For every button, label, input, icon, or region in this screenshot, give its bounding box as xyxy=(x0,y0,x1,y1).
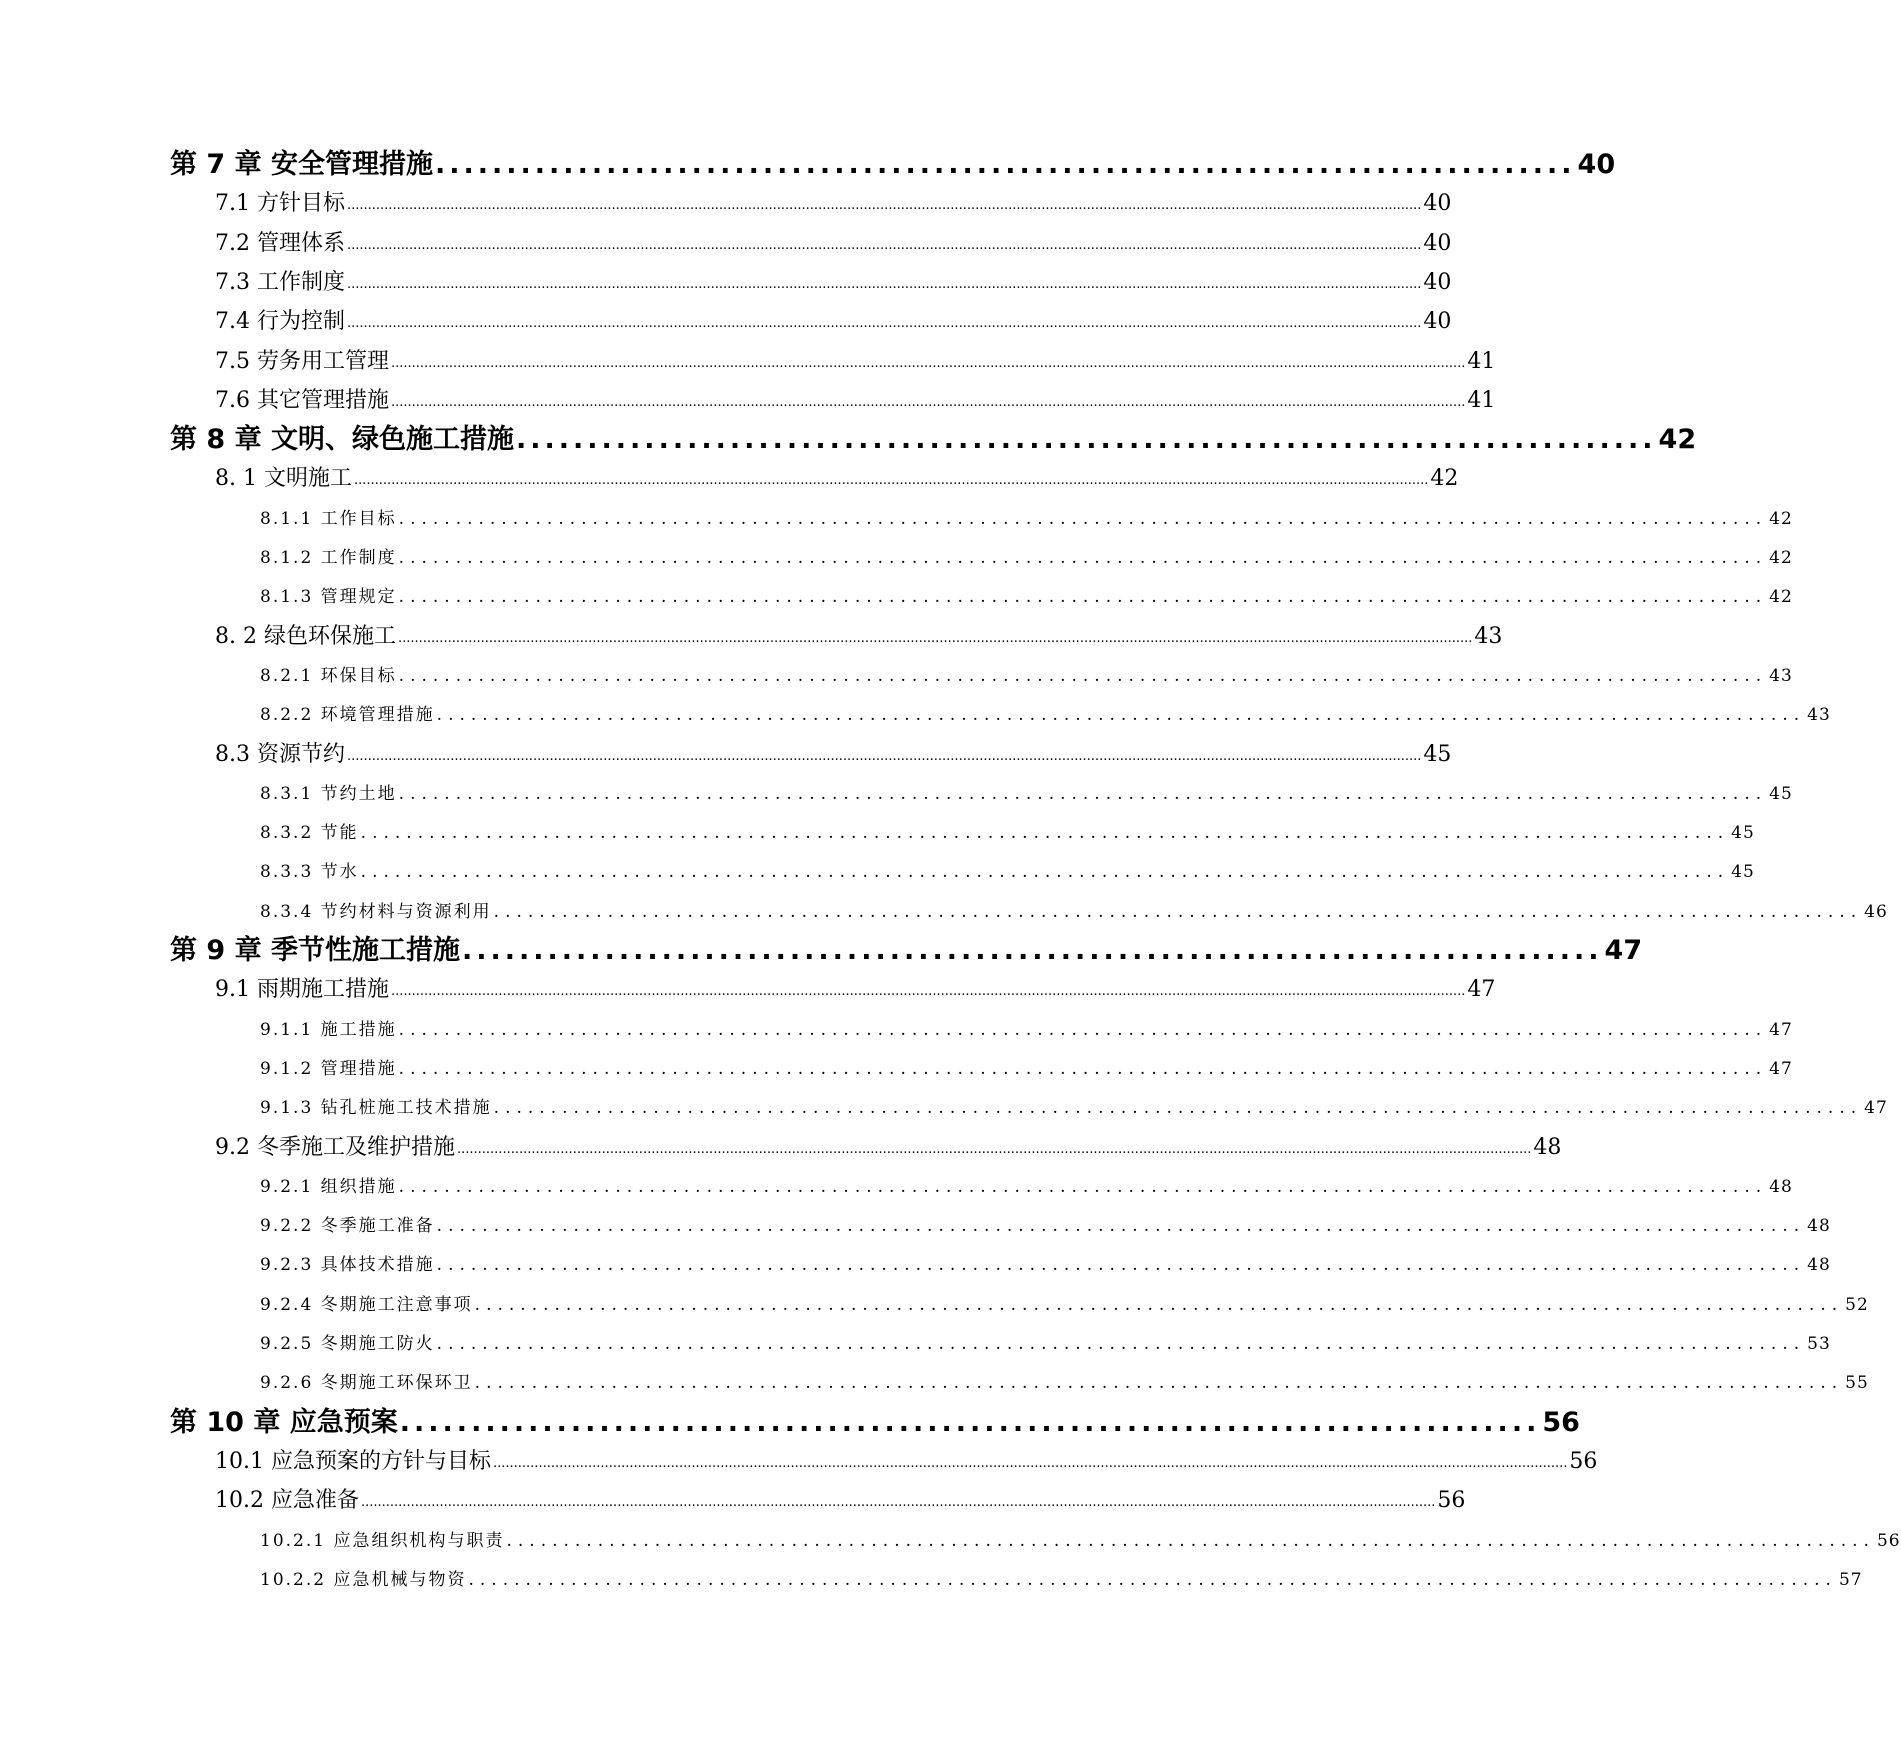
toc-dot-leader: .................................................................................................................................................................................................................................................................... xyxy=(397,630,1473,646)
toc-entry-title: 7.5 劳务用工管理 xyxy=(215,348,389,374)
toc-subsection-entry[interactable] xyxy=(260,1329,1831,1359)
toc-page-number: 42 xyxy=(1430,466,1459,492)
toc-page-number: 56 xyxy=(1542,1406,1580,1438)
toc-page-number: 45 xyxy=(1769,783,1793,804)
toc-dot-leader: ........................................................................................................................ xyxy=(398,1176,1768,1197)
toc-section-entry[interactable] xyxy=(215,973,1496,1007)
toc-page-number: 48 xyxy=(1769,1176,1793,1197)
toc-section-entry[interactable] xyxy=(215,462,1459,496)
toc-page-number: 45 xyxy=(1423,741,1452,767)
toc-dot-leader: .................................................................................................................................................................................................................................................................... xyxy=(346,316,1422,332)
toc-dot-leader: ........................................................................................................................ xyxy=(474,1294,1844,1315)
toc-page-number: 45 xyxy=(1731,823,1755,844)
toc-page-number: 47 xyxy=(1864,1098,1888,1119)
toc-dot-leader: ........................................................................................................................ xyxy=(360,823,1730,844)
toc-subsection-entry[interactable] xyxy=(260,1526,1901,1556)
toc-dot-leader: ................................................................................ xyxy=(462,935,1603,966)
toc-entry-title: 9.2.6 冬期施工环保环卫 xyxy=(260,1373,473,1394)
toc-entry-title: 8.1.2 工作制度 xyxy=(260,548,397,568)
toc-dot-leader: ........................................................................................................................ xyxy=(474,1373,1844,1394)
toc-page-number: 47 xyxy=(1467,977,1496,1003)
toc-page-number: 42 xyxy=(1769,508,1793,529)
toc-entry-title: 10.2 应急准备 xyxy=(215,1488,359,1514)
toc-dot-leader: .................................................................................................................................................................................................................................................................... xyxy=(346,237,1422,253)
toc-page-number: 43 xyxy=(1807,705,1831,726)
toc-section-entry[interactable] xyxy=(215,266,1452,300)
toc-subsection-entry[interactable] xyxy=(260,700,1831,730)
toc-entry-title: 10.2.2 应急机械与物资 xyxy=(260,1569,467,1590)
toc-chapter-entry[interactable] xyxy=(170,147,1616,183)
toc-dot-leader: .................................................................................................................................................................................................................................................................... xyxy=(390,394,1466,410)
toc-page-number: 56 xyxy=(1437,1488,1466,1514)
toc-page-number: 40 xyxy=(1423,309,1452,335)
toc-dot-leader: .................................................................................................................................................................................................................................................................... xyxy=(346,198,1422,214)
toc-entry-title: 7.1 方针目标 xyxy=(215,191,345,217)
toc-dot-leader: ........................................................................................................................ xyxy=(398,665,1768,686)
toc-dot-leader: ........................................................................................................................ xyxy=(398,587,1768,608)
toc-entry-title: 9.1.2 管理措施 xyxy=(260,1058,397,1079)
toc-dot-leader: .................................................................................................................................................................................................................................................................... xyxy=(390,355,1466,371)
toc-page-number: 47 xyxy=(1769,1058,1793,1079)
toc-page-number: 47 xyxy=(1604,935,1643,966)
toc-subsection-entry[interactable] xyxy=(260,897,1888,927)
toc-page-number: 55 xyxy=(1845,1373,1869,1394)
toc-entry-title: 9.2.4 冬期施工注意事项 xyxy=(260,1294,473,1315)
toc-section-entry[interactable] xyxy=(215,187,1452,221)
toc-page-number: 47 xyxy=(1769,1019,1793,1040)
toc-page-number: 42 xyxy=(1658,424,1697,456)
toc-subsection-entry[interactable] xyxy=(260,1368,1869,1398)
toc-page-number: 40 xyxy=(1423,269,1452,295)
toc-dot-leader: .................................................................................................................................................................................................................................................................... xyxy=(353,473,1429,489)
toc-dot-leader: ................................................................................ xyxy=(516,424,1657,456)
toc-entry-title: 9.2 冬季施工及维护措施 xyxy=(215,1134,455,1160)
toc-page-number: 56 xyxy=(1569,1448,1598,1474)
toc-chapter-entry[interactable] xyxy=(170,933,1643,969)
toc-entry-title: 8.3.1 节约土地 xyxy=(260,783,397,804)
toc-subsection-entry[interactable] xyxy=(260,1211,1831,1241)
toc-entry-title: 第 7 章 安全管理措施 xyxy=(170,149,433,180)
toc-section-entry[interactable] xyxy=(215,1484,1466,1518)
toc-entry-title: 8. 2 绿色环保施工 xyxy=(215,623,396,649)
toc-page-number: 48 xyxy=(1533,1134,1562,1160)
toc-dot-leader: .................................................................................................................................................................................................................................................................... xyxy=(390,984,1466,1000)
toc-page-number: 57 xyxy=(1838,1569,1863,1590)
toc-dot-leader: .................................................................................................................................................................................................................................................................... xyxy=(360,1495,1436,1511)
toc-subsection-entry[interactable] xyxy=(260,1565,1863,1595)
toc-dot-leader: ........................................................................................................................ xyxy=(398,1058,1768,1079)
toc-entry-title: 7.2 管理体系 xyxy=(215,230,345,256)
toc-page-number: 40 xyxy=(1577,149,1616,180)
toc-entry-title: 9.1.3 钻孔桩施工技术措施 xyxy=(260,1098,492,1119)
toc-page-number: 53 xyxy=(1807,1334,1831,1354)
toc-entry-title: 第 10 章 应急预案 xyxy=(170,1406,398,1438)
toc-subsection-entry[interactable] xyxy=(260,661,1793,691)
toc-entry-title: 9.2.5 冬期施工防火 xyxy=(260,1334,435,1354)
toc-subsection-entry[interactable] xyxy=(260,1054,1793,1084)
toc-entry-title: 10.1 应急预案的方针与目标 xyxy=(215,1448,491,1474)
toc-page-number: 48 xyxy=(1807,1216,1831,1237)
toc-entry-title: 7.4 行为控制 xyxy=(215,309,345,335)
toc-subsection-entry[interactable] xyxy=(260,818,1755,848)
toc-subsection-entry[interactable] xyxy=(260,582,1793,612)
toc-page-number: 52 xyxy=(1845,1294,1869,1315)
toc-dot-leader: ........................................................................................................................ xyxy=(468,1569,1837,1590)
toc-dot-leader: .................................................................................................................................................................................................................................................................... xyxy=(346,276,1422,292)
toc-subsection-entry[interactable] xyxy=(260,543,1793,573)
toc-entry-title: 9.1 雨期施工措施 xyxy=(215,977,389,1003)
toc-page-number: 40 xyxy=(1423,230,1452,256)
toc-entry-title: 8.2.2 环境管理措施 xyxy=(260,705,435,726)
toc-entry-title: 7.6 其它管理措施 xyxy=(215,387,389,413)
toc-page-number: 42 xyxy=(1769,587,1793,608)
toc-entry-title: 8.2.1 环保目标 xyxy=(260,665,397,686)
toc-dot-leader: ........................................................................................................................ xyxy=(398,783,1768,804)
toc-section-entry[interactable] xyxy=(215,738,1452,772)
toc-subsection-entry[interactable] xyxy=(260,1172,1793,1202)
toc-page-number: 43 xyxy=(1769,665,1793,686)
toc-page-number: 41 xyxy=(1467,387,1496,413)
toc-entry-title: 第 9 章 季节性施工措施 xyxy=(170,935,460,966)
toc-page-number: 43 xyxy=(1474,623,1503,649)
toc-entry-title: 8.1.3 管理规定 xyxy=(260,587,397,608)
toc-section-entry[interactable] xyxy=(215,345,1496,379)
toc-page-number: 41 xyxy=(1467,348,1496,374)
toc-section-entry[interactable] xyxy=(215,620,1503,654)
toc-entry-title: 9.2.2 冬季施工准备 xyxy=(260,1216,435,1237)
toc-entry-title: 8. 1 文明施工 xyxy=(215,466,352,492)
toc-section-entry[interactable] xyxy=(215,227,1452,261)
toc-dot-leader: ........................................................................................................................ xyxy=(493,1098,1863,1119)
toc-page-number: 56 xyxy=(1876,1530,1901,1551)
toc-page-number: 45 xyxy=(1731,862,1755,883)
toc-subsection-entry[interactable] xyxy=(260,779,1793,809)
toc-section-entry[interactable] xyxy=(215,305,1452,339)
toc-dot-leader: ........................................................................................................................ xyxy=(436,1255,1806,1276)
toc-entry-title: 7.3 工作制度 xyxy=(215,269,345,295)
toc-dot-leader: ........................................................................................................................ xyxy=(398,1019,1768,1040)
toc-subsection-entry[interactable] xyxy=(260,1290,1869,1320)
toc-dot-leader: ................................................................................ xyxy=(435,149,1576,180)
toc-section-entry[interactable] xyxy=(215,384,1496,418)
toc-entry-title: 第 8 章 文明、绿色施工措施 xyxy=(170,424,514,456)
toc-entry-title: 8.1.1 工作目标 xyxy=(260,508,397,529)
toc-page-number: 42 xyxy=(1769,548,1793,568)
toc-dot-leader: .................................................................................................................................................................................................................................................................... xyxy=(492,1455,1568,1471)
toc-entry-title: 9.2.3 具体技术措施 xyxy=(260,1255,435,1276)
toc-entry-title: 8.3 资源节约 xyxy=(215,741,345,767)
toc-dot-leader: .................................................................................................................................................................................................................................................................... xyxy=(456,1141,1532,1157)
toc-dot-leader: ........................................................................................................................ xyxy=(493,901,1863,922)
toc-dot-leader: ................................................................................ xyxy=(399,1406,1541,1438)
toc-subsection-entry[interactable] xyxy=(260,504,1793,534)
toc-subsection-entry[interactable] xyxy=(260,1093,1888,1123)
toc-page-number: 48 xyxy=(1807,1255,1831,1276)
toc-chapter-entry[interactable] xyxy=(170,1405,1580,1441)
toc-dot-leader: ........................................................................................................................ xyxy=(436,1216,1806,1237)
toc-section-entry[interactable] xyxy=(215,1131,1562,1165)
toc-entry-title: 8.3.2 节能 xyxy=(260,823,359,844)
toc-chapter-entry[interactable] xyxy=(170,422,1697,458)
toc-subsection-entry[interactable] xyxy=(260,1015,1793,1045)
toc-dot-leader: ........................................................................................................................ xyxy=(398,548,1768,568)
toc-subsection-entry[interactable] xyxy=(260,857,1755,887)
toc-entry-title: 8.3.3 节水 xyxy=(260,862,359,883)
toc-entry-title: 10.2.1 应急组织机构与职责 xyxy=(260,1530,505,1551)
toc-page-number: 46 xyxy=(1864,901,1888,922)
toc-entry-title: 9.1.1 施工措施 xyxy=(260,1019,397,1040)
toc-dot-leader: ........................................................................................................................ xyxy=(506,1530,1875,1551)
toc-entry-title: 9.2.1 组织措施 xyxy=(260,1176,397,1197)
toc-dot-leader: ........................................................................................................................ xyxy=(436,705,1806,726)
toc-dot-leader: ........................................................................................................................ xyxy=(360,862,1730,883)
toc-dot-leader: ........................................................................................................................ xyxy=(398,508,1768,529)
toc-page-number: 40 xyxy=(1423,191,1452,217)
toc-dot-leader: .................................................................................................................................................................................................................................................................... xyxy=(346,748,1422,764)
toc-entry-title: 8.3.4 节约材料与资源利用 xyxy=(260,901,492,922)
toc-subsection-entry[interactable] xyxy=(260,1250,1831,1280)
toc-section-entry[interactable] xyxy=(215,1445,1598,1479)
toc-dot-leader: ........................................................................................................................ xyxy=(436,1334,1806,1354)
